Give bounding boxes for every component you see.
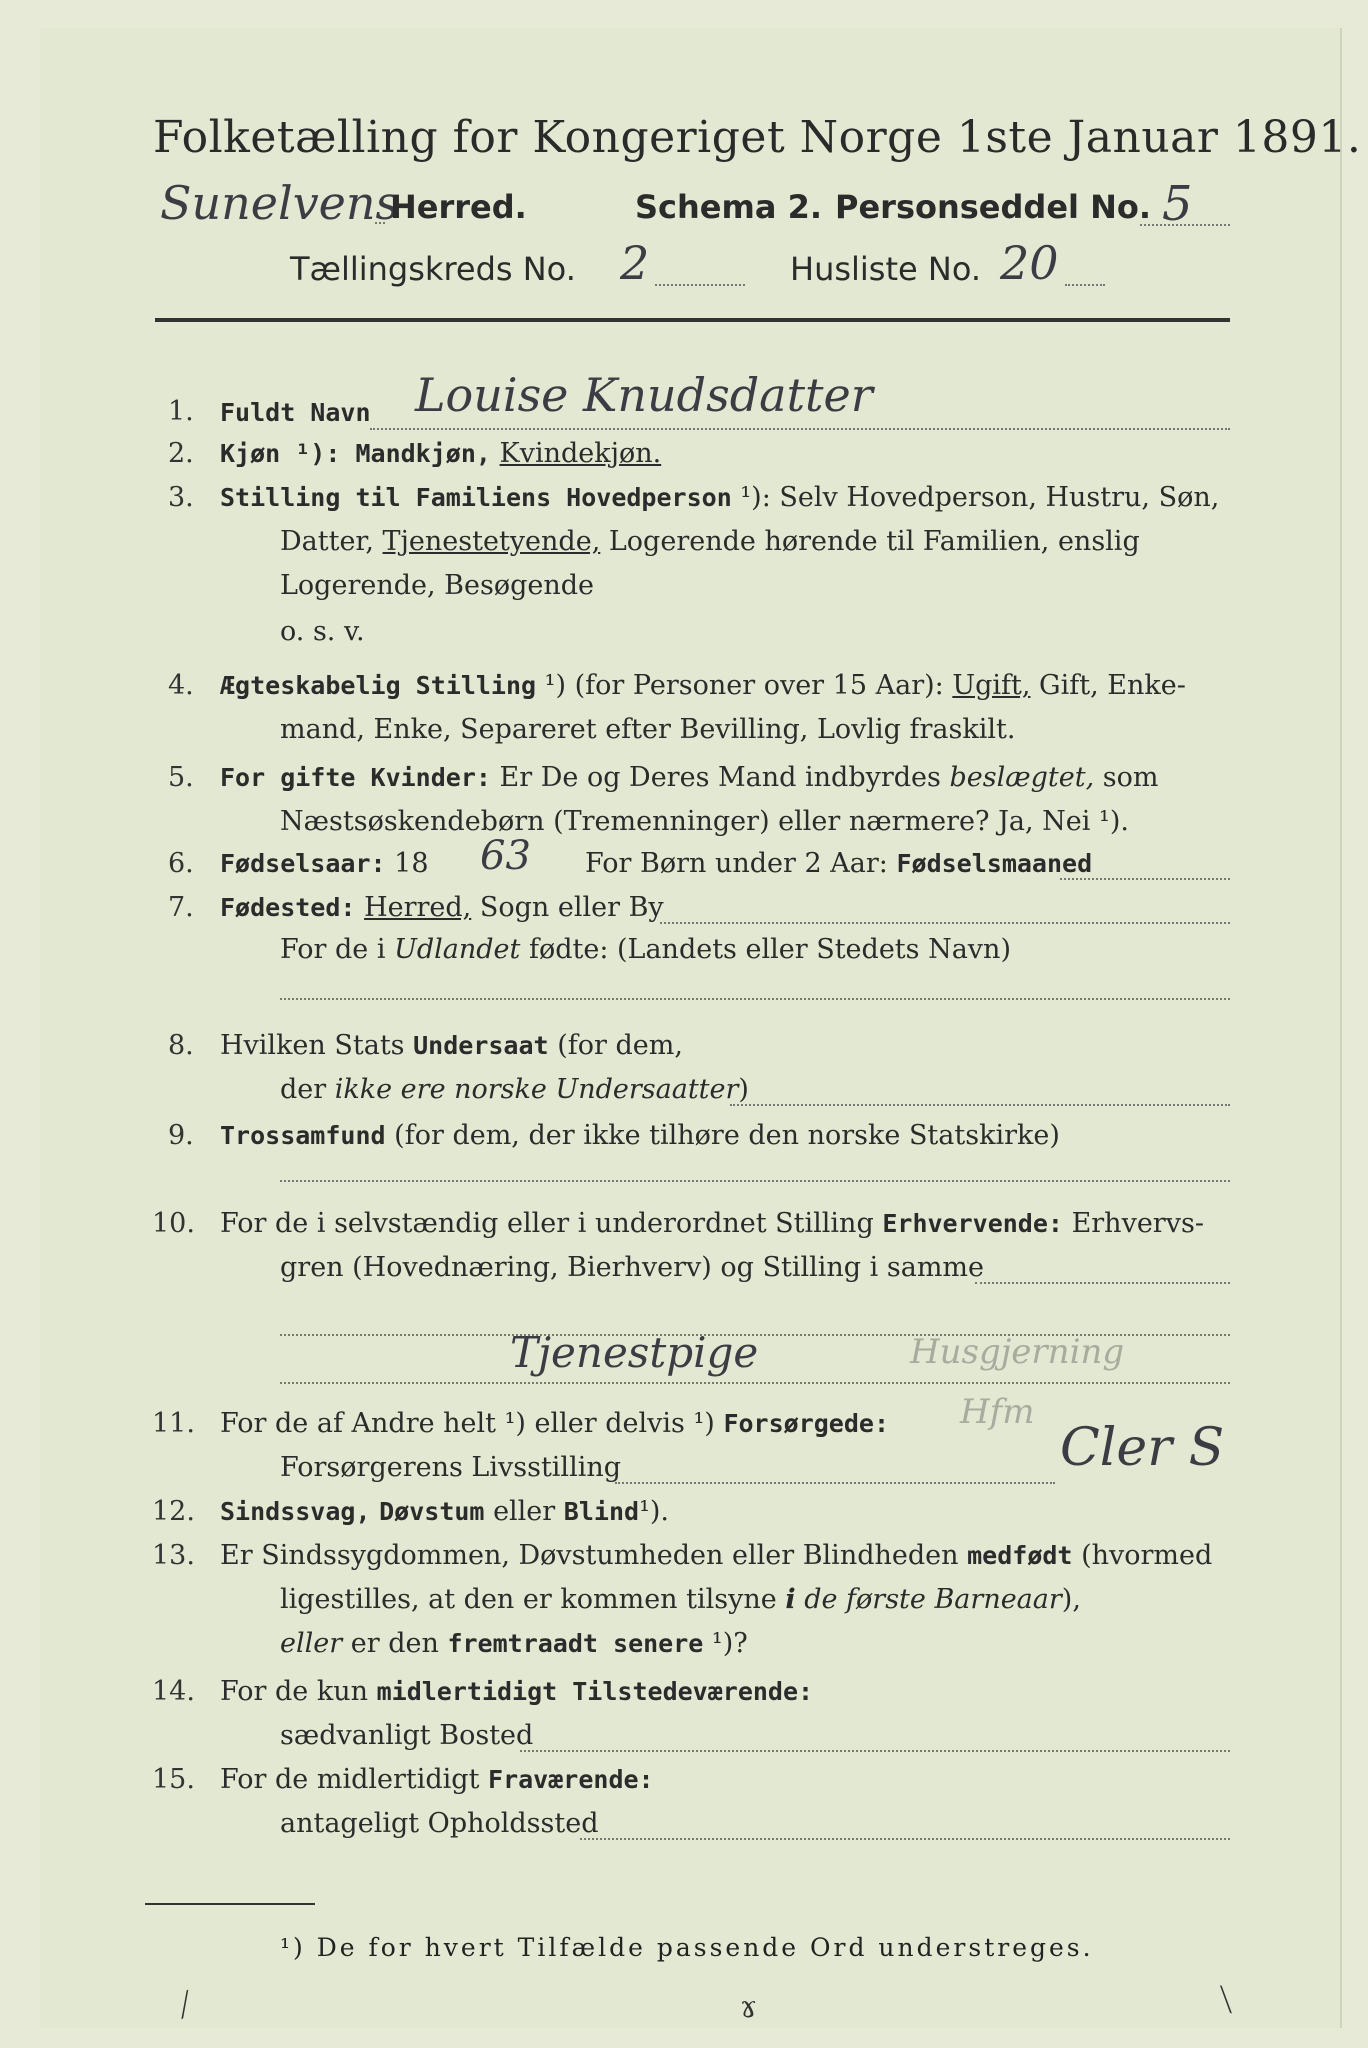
q13-text-3a: er den (350, 1628, 439, 1659)
q12-label-d: Blind (563, 1497, 640, 1526)
q7-selected-value: Herred, (364, 892, 472, 923)
q5-label: For gifte Kvinder: (220, 763, 491, 792)
q13-text-i: i (785, 1584, 796, 1615)
q8-text-1a: Hvilken Stats (220, 1030, 405, 1061)
q9-text: (for dem, der ikke tilhøre den norske Statskirke) (394, 1120, 1060, 1151)
personseddel-number: 5 (1162, 176, 1193, 232)
q11-text-1a: For de af Andre helt ¹) eller delvis ¹) (220, 1408, 715, 1439)
q3-text-3: Logerende, Besøgende (280, 570, 594, 601)
q3-text-1: ¹): Selv Hovedperson, Hustru, Søn, (740, 482, 1220, 513)
q5-text-2: Næstsøskendebørn (Tremenninger) eller nærmere? Ja, Nei ¹). (280, 806, 1129, 837)
herred-handwriting: Sunelvens (160, 176, 400, 230)
q6-year-handwriting: 63 (480, 833, 531, 879)
q9-number: 9. (168, 1120, 194, 1151)
kreds-label: Tællingskreds No. (290, 250, 576, 288)
q11-handwriting: Cler S (1060, 1418, 1225, 1478)
q14-number: 14. (152, 1676, 195, 1707)
census-form (40, 28, 1362, 2028)
q2-label: Kjøn ¹): Mandkjøn, (220, 439, 491, 468)
q11-text-2: Forsørgerens Livsstilling (280, 1452, 622, 1483)
q10-text-1a: For de i selvstændig eller i underordnet Stilling (220, 1208, 874, 1239)
q1-number: 1. (168, 396, 194, 427)
kreds-number: 2 (620, 236, 650, 290)
q8-text-italic: ikke ere norske Undersaatter (334, 1074, 739, 1105)
q13-text-2a: ligestilles, at den er kommen tilsyne (280, 1584, 777, 1615)
q14-text-1a: For de kun (220, 1676, 368, 1707)
q15-label: Fraværende: (488, 1765, 654, 1794)
q10-text-1c: Erhvervs- (1071, 1208, 1204, 1239)
q2-selected-value: Kvindekjøn. (499, 438, 662, 469)
q8-text-1c: (for dem, (557, 1030, 683, 1061)
q15-text-1a: For de midlertidigt (220, 1764, 480, 1795)
q6-label: Fødselsaar: (220, 849, 386, 878)
q7-text-2a: For de i (280, 934, 386, 965)
q7-number: 7. (168, 892, 194, 923)
q13-number: 13. (152, 1540, 195, 1571)
q2-number: 2. (168, 438, 194, 469)
footnote: ¹) De for hvert Tilfælde passende Ord understreges. (280, 1933, 1094, 1962)
q14-text-2: sædvanligt Bosted (280, 1720, 534, 1751)
q10-occupation-handwriting: Tjenestpige (510, 1328, 759, 1377)
personseddel-label: Personseddel No. (835, 188, 1152, 226)
q12-text-end: ¹). (639, 1496, 670, 1527)
q6-year-prefix: 18 (394, 848, 429, 879)
q11-faint-handwriting: Hfm (960, 1392, 1035, 1432)
q5-number: 5. (168, 762, 194, 793)
husliste-number: 20 (1000, 236, 1059, 290)
q6-text-bold: Fødselsmaaned (896, 849, 1093, 878)
q1-name-handwriting: Louise Knudsdatter (415, 368, 873, 422)
q10-text-2: gren (Hovednæring, Bierhverv) og Stilling i samme (280, 1252, 985, 1283)
q8-text-2b: ) (738, 1074, 749, 1105)
corner-mark-left: ⟋ (167, 1985, 204, 2026)
q3-number: 3. (168, 482, 194, 513)
q8-label: Undersaat (413, 1031, 549, 1060)
q7-label: Fødested: (220, 893, 356, 922)
q7-text-italic: Udlandet (394, 934, 521, 965)
q3-text-4: o. s. v. (280, 616, 365, 647)
q13-text-3-italic: eller (280, 1628, 343, 1659)
q5-text-italic: beslægtet, (949, 762, 1095, 793)
q3-text-2b: Logerende hørende til Familien, enslig (608, 526, 1140, 557)
schema-label: Schema 2. (635, 188, 822, 226)
q10-label: Erhvervende: (882, 1209, 1063, 1238)
q12-label-a: Sindssvag, (220, 1497, 371, 1526)
q13-text-3c: ¹)? (711, 1628, 748, 1659)
q4-text-2: mand, Enke, Separeret efter Bevilling, Lovlig fraskilt. (280, 714, 1016, 745)
q13-text-1c: (hvormed (1081, 1540, 1213, 1571)
husliste-label: Husliste No. (790, 250, 981, 288)
q15-number: 15. (152, 1764, 195, 1795)
q4-text-1-end: Gift, Enke- (1039, 670, 1186, 701)
q6-number: 6. (168, 848, 194, 879)
corner-mark-center: ɤ (740, 1990, 757, 2025)
q1-label: Fuldt Navn (220, 398, 371, 427)
q7-text-2b: fødte: (Landets eller Stedets Navn) (528, 934, 1011, 965)
q12-label-b: Døvstum (379, 1497, 485, 1526)
q13-text-2b: ), (1061, 1584, 1081, 1615)
q8-number: 8. (168, 1030, 194, 1061)
q10-faint-handwriting: Husgjerning (910, 1332, 1125, 1372)
q13-label-b: fremtraadt senere (447, 1629, 704, 1658)
q4-text-1: ¹) (for Personer over 15 Aar): (544, 670, 944, 701)
q3-text-2a: Datter, (280, 526, 374, 557)
form-title: Folketælling for Kongeriget Norge 1ste Januar 1891. (153, 112, 1362, 163)
q10-number: 10. (152, 1208, 195, 1239)
q11-label: Forsørgede: (723, 1409, 890, 1438)
q12-text: eller (493, 1496, 556, 1527)
footnote-rule (145, 1903, 315, 1905)
corner-mark-right: ⟍ (1209, 1980, 1242, 2021)
herred-label: Herred. (390, 188, 527, 226)
q4-selected-value: Ugift, (952, 670, 1031, 701)
header-rule (155, 318, 1230, 322)
q4-label: Ægteskabelig Stilling (220, 671, 537, 700)
q12-number: 12. (152, 1496, 195, 1527)
q8-text-2a: der (280, 1074, 327, 1105)
q14-label: midlertidigt Tilstedeværende: (376, 1677, 814, 1706)
q5-text-1-end: som (1102, 762, 1159, 793)
q11-number: 11. (152, 1408, 195, 1439)
q6-text: For Børn under 2 Aar: (585, 848, 888, 879)
q3-selected-value: Tjenestetyende, (382, 526, 601, 557)
q13-text-1a: Er Sindssygdommen, Døvstumheden eller Blindheden (220, 1540, 959, 1571)
q5-text-1: Er De og Deres Mand indbyrdes (499, 762, 941, 793)
q4-number: 4. (168, 670, 194, 701)
q15-text-2: antageligt Opholdssted (280, 1808, 599, 1839)
q7-text: Sogn eller By (479, 892, 664, 923)
q13-label: medfødt (967, 1541, 1073, 1570)
q3-label: Stilling til Familiens Hovedperson (220, 483, 732, 512)
q9-label: Trossamfund (220, 1121, 386, 1150)
q13-text-italic: de første Barneaar (804, 1584, 1062, 1615)
